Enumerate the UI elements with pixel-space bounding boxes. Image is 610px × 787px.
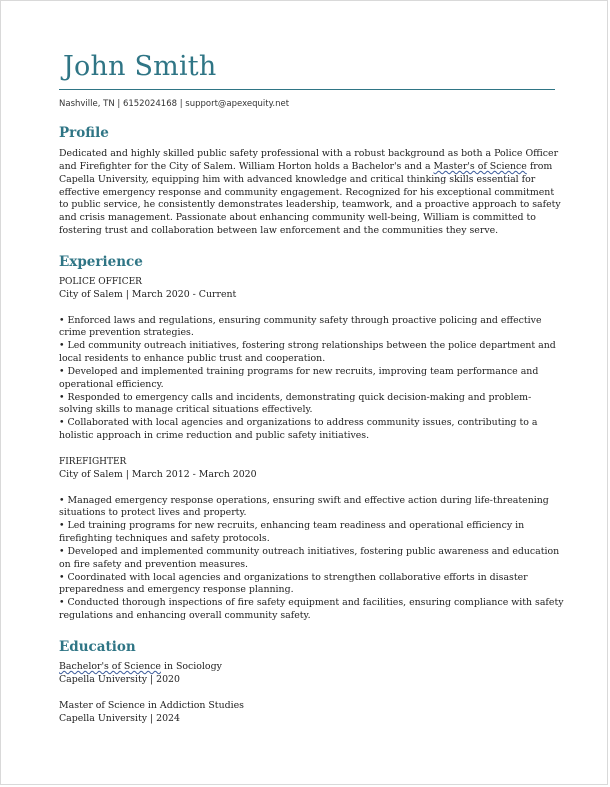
job-bullet-line: holistic approach in crime reduction and public safety initiatives. [59,430,370,442]
job-bullet-line: • Developed and implemented training programs for new recruits, improving team performance and [59,365,539,377]
spellcheck-underlined-text: Master's of Science [433,160,527,172]
job-role: FIREFIGHTER [59,457,127,467]
profile-line: fostering trust and collaboration between law enforcement and the communities they serve. [59,225,499,237]
profile-line-text: from [526,160,553,172]
job-bullet-line: on fire safety and prevention measures. [59,558,249,570]
education-heading: Education [59,639,136,655]
education-meta: Capella University | 2024 [59,712,180,724]
job-bullet-line: regulations and enhancing overall community safety. [59,610,311,622]
job-bullet-line: • Led community outreach initiatives, fostering strong relationships between the police department and [59,340,556,352]
job-firefighter [59,456,564,623]
spacer [59,482,555,495]
job-bullet-line: preparedness and emergency response planning. [59,584,294,596]
job-bullet-line: • Collaborated with local agencies and organizations to address community issues, contributing to a [59,417,538,429]
degree-line: Master of Science in Addiction Studies [59,700,244,711]
education-meta: Capella University | 2020 [59,673,180,685]
profile-line: Capella University, equipping him with advanced knowledge and critical thinking skills essential for [59,173,536,185]
spacer [59,302,555,315]
profile-line [59,161,555,174]
education-entry [59,661,555,687]
job-bullet-line: • Coordinated with local agencies and organizations to strengthen collaborative efforts in disaster [59,571,528,583]
profile-line: Dedicated and highly skilled public safety professional with a robust background as both a Police Officer [59,148,559,159]
job-bullet-line: crime prevention strategies. [59,327,194,339]
header-divider [59,89,555,90]
profile-heading: Profile [59,125,109,141]
education-entry [59,700,555,726]
profile-line: and crisis management. Passionate about enhancing community well-being, William is committed to [59,212,536,224]
job-role: POLICE OFFICER [59,277,142,287]
job-meta: City of Salem | March 2012 - March 2020 [59,468,257,480]
spellcheck-underlined-text: Bachelor's of Science [59,661,161,672]
job-bullet-line: local residents to enhance public trust and cooperation. [59,353,326,365]
job-bullet-line: • Conducted thorough inspections of fire safety equipment and facilities, ensuring compliance with safety [59,597,564,609]
profile-line: to public service, he consistently demonstrates leadership, teamwork, and a proactive approach to safety [59,199,561,211]
profile-line-text: and Firefighter for the City of Salem. William Horton holds a Bachelor's and a [59,160,434,172]
job-meta: City of Salem | March 2020 - Current [59,288,237,300]
degree-text: in Sociology [160,661,222,672]
job-bullet-line: • Enforced laws and regulations, ensuring community safety through proactive policing and effective [59,314,542,326]
job-police-officer [59,276,555,443]
job-bullet-line: operational efficiency. [59,378,164,390]
degree-line [59,661,555,674]
job-bullet-line: • Responded to emergency calls and incidents, demonstrating quick decision-making and problem- [59,391,532,403]
profile-summary [59,148,561,238]
job-bullet-line: • Led training programs for new recruits, enhancing team readiness and operational efficiency in [59,520,525,532]
job-bullet-line: • Managed emergency response operations, ensuring swift and effective action during life-threatening [59,494,549,506]
contact-info: Nashville, TN | 6152024168 | support@apexequity.net [59,99,290,109]
job-bullet-line: • Developed and implemented community outreach initiatives, fostering public awareness and education [59,545,560,557]
experience-heading: Experience [59,254,143,270]
job-bullet-line: firefighting techniques and safety protocols. [59,533,270,545]
candidate-name: John Smith [63,51,217,82]
profile-line: effective emergency response and community engagement. Recognized for his exceptional commitment [59,186,555,198]
job-bullet-line: solving skills to manage critical situations effectively. [59,404,313,416]
job-bullet-line: situations to protect lives and property. [59,507,247,519]
